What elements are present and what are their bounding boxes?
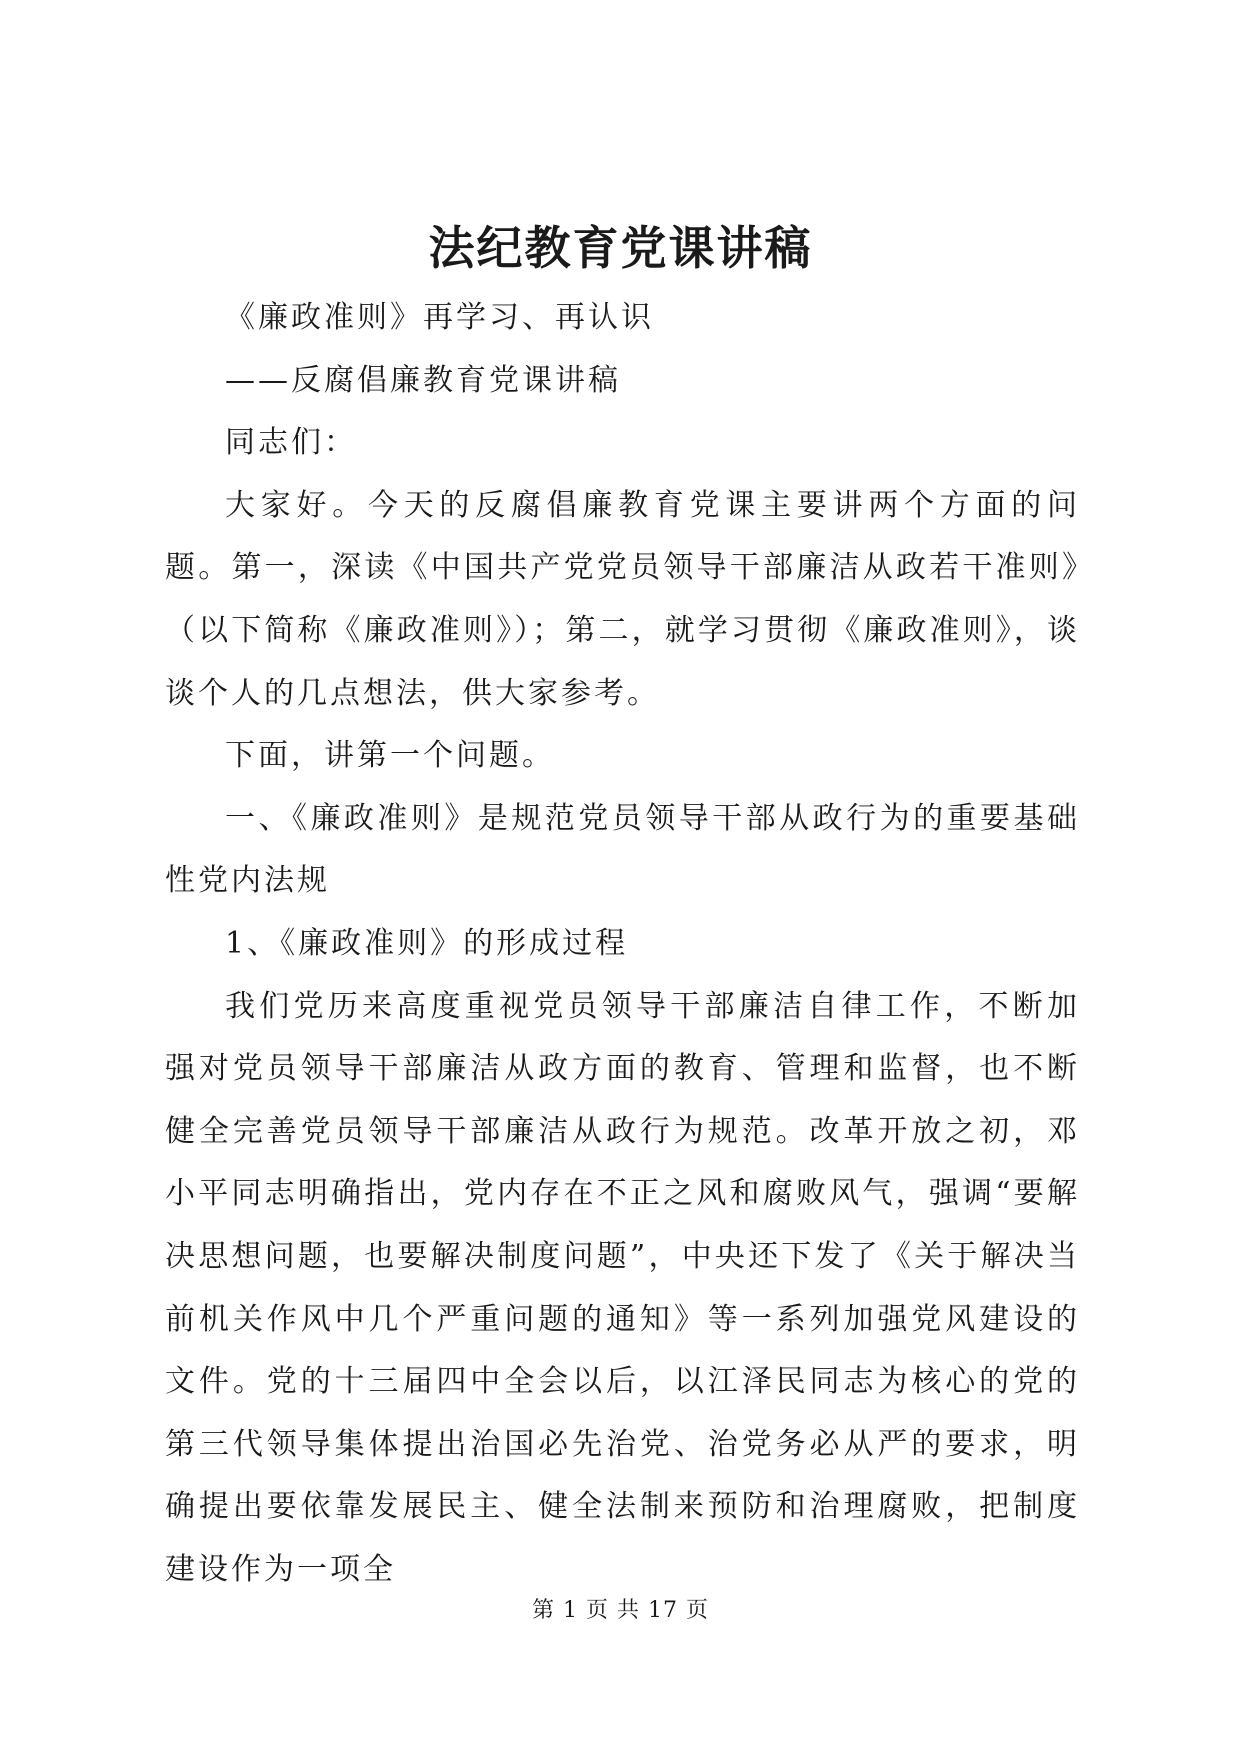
paragraph-history: 我们党历来高度重视党员领导干部廉洁自律工作，不断加强对党员领导干部廉洁从政方面的教育、管理和监督，也不断健全完善党员领导干部廉洁从政行为规范。改革开放之初，邓小平同志明确指出，党内存在不正之风和腐败风气，强调“要解决思想问题，也要解决制度问题”，中央还下发了《关于解决当前机关作风中几个严重问题的通知》等一系列加强党风建设的文件。党的十三届四中全会以后，以江泽民同志为核心的党的第三代领导集体提出治国必先治党、治党务必从严的要求，明确提出要依靠发展民主、健全法制来预防和治理腐败，把制度建设作为一项全 (165, 988, 1080, 1587)
paragraph-greeting: 同志们： (225, 425, 357, 461)
paragraph-subtitle: 《廉政准则》再学习、再认识 (225, 300, 654, 335)
paragraph-transition: 下面，讲第一个问题。 (225, 738, 555, 774)
paragraph-subtitle-2: ——反腐倡廉教育党课讲稿 (225, 362, 621, 398)
subsection-heading-1: 1、《廉政准则》的形成过程 (225, 925, 629, 961)
section-heading-1: 一、《廉政准则》是规范党员领导干部从政行为的重要基础性党内法规 (165, 800, 1080, 899)
document-title: 法纪教育党课讲稿 (428, 221, 813, 275)
paragraph-intro: 大家好。今天的反腐倡廉教育党课主要讲两个方面的问题。第一，深读《中国共产党党员领导干部廉洁从政若干准则》（以下简称《廉政准则》）；第二，就学习贯彻《廉政准则》，谈谈个人的几点想法，供大家参考。 (165, 487, 1080, 711)
page-footer: 第 1 页 共 17 页 (532, 1598, 709, 1623)
document-body (165, 287, 1080, 1601)
